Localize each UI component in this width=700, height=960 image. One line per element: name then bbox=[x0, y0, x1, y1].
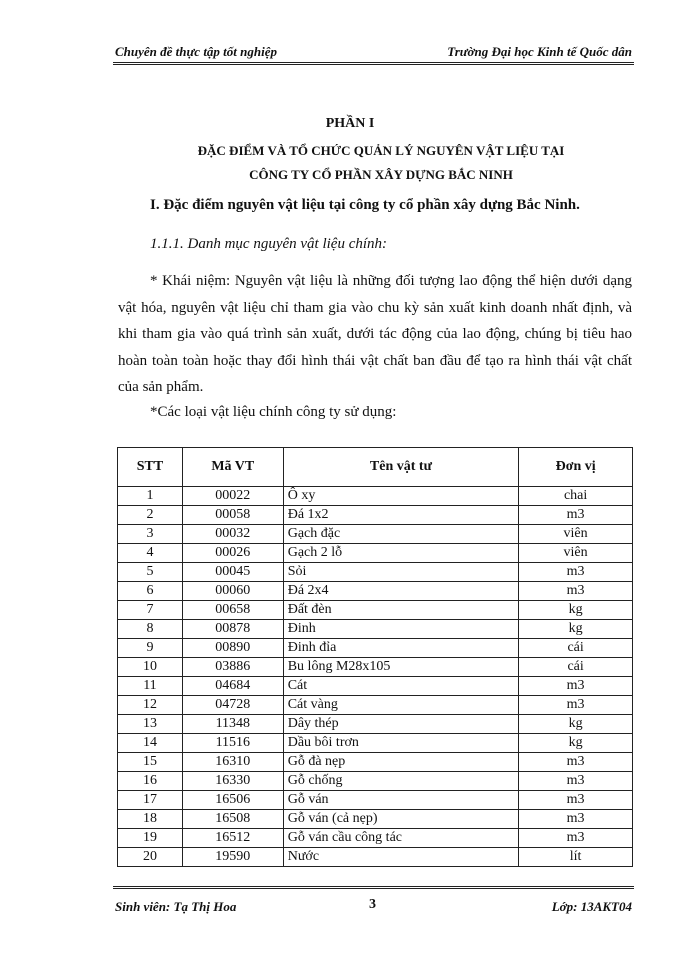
cell-ma-vt: 00022 bbox=[182, 487, 283, 506]
cell-ten-vat-tu: Đinh đỉa bbox=[283, 639, 519, 658]
cell-don-vi: m3 bbox=[519, 677, 633, 696]
cell-stt: 10 bbox=[118, 658, 183, 677]
table-row bbox=[118, 848, 633, 867]
cell-don-vi: kg bbox=[519, 620, 633, 639]
cell-stt: 11 bbox=[118, 677, 183, 696]
table-row bbox=[118, 601, 633, 620]
part-title: PHẦN I bbox=[325, 116, 375, 131]
table-row bbox=[118, 582, 633, 601]
table-row bbox=[118, 506, 633, 525]
cell-ten-vat-tu: Gỗ chống bbox=[283, 772, 519, 791]
cell-stt: 2 bbox=[118, 506, 183, 525]
table-row bbox=[118, 639, 633, 658]
cell-ma-vt: 03886 bbox=[182, 658, 283, 677]
types-heading: *Các loại vật liệu chính công ty sử dụng: bbox=[150, 404, 397, 420]
cell-ten-vat-tu: Cát vàng bbox=[283, 696, 519, 715]
footer-class: Lớp: 13AKT04 bbox=[551, 899, 632, 914]
cell-don-vi: m3 bbox=[519, 582, 633, 601]
table-row bbox=[118, 563, 633, 582]
cell-ma-vt: 00890 bbox=[182, 639, 283, 658]
cell-ten-vat-tu: Cát bbox=[283, 677, 519, 696]
header-ma-vt: Mã VT bbox=[182, 448, 283, 487]
concept-paragraph: * Khái niệm: Nguyên vật liệu là những đối tượng lao động thể hiện dưới dạng vật hóa, nguyên vật liệu chỉ tham gia vào chu kỳ sản xuất kinh doanh nhất định, và khi tham gia vào quá trình sản xuất, dưới tác động của lao động, chúng bị tiêu hao hoàn toàn toàn hoặc thay đổi hình thái vật chất ban đầu để tạo ra hình thái vật chất của sản phẩm. bbox=[118, 273, 632, 395]
cell-ten-vat-tu: Dầu bôi trơn bbox=[283, 734, 519, 753]
cell-ma-vt: 19590 bbox=[182, 848, 283, 867]
header-stt: STT bbox=[118, 448, 183, 487]
header-right-title: Trường Đại học Kinh tế Quốc dân bbox=[447, 44, 632, 59]
table-header-row bbox=[118, 448, 633, 487]
cell-don-vi: chai bbox=[519, 487, 633, 506]
cell-stt: 7 bbox=[118, 601, 183, 620]
table-body bbox=[118, 487, 633, 867]
cell-ma-vt: 00878 bbox=[182, 620, 283, 639]
cell-ten-vat-tu: Gỗ ván cầu công tác bbox=[283, 829, 519, 848]
cell-ma-vt: 16508 bbox=[182, 810, 283, 829]
cell-ten-vat-tu: Gạch 2 lỗ bbox=[283, 544, 519, 563]
table-row bbox=[118, 658, 633, 677]
cell-stt: 13 bbox=[118, 715, 183, 734]
cell-ma-vt: 16330 bbox=[182, 772, 283, 791]
table-row bbox=[118, 734, 633, 753]
cell-don-vi: viên bbox=[519, 544, 633, 563]
table-row bbox=[118, 487, 633, 506]
table-row bbox=[118, 829, 633, 848]
cell-don-vi: cái bbox=[519, 639, 633, 658]
cell-don-vi: m3 bbox=[519, 829, 633, 848]
cell-ma-vt: 00058 bbox=[182, 506, 283, 525]
cell-ten-vat-tu: Nước bbox=[283, 848, 519, 867]
cell-stt: 3 bbox=[118, 525, 183, 544]
cell-don-vi: m3 bbox=[519, 772, 633, 791]
cell-stt: 20 bbox=[118, 848, 183, 867]
cell-ma-vt: 16506 bbox=[182, 791, 283, 810]
cell-don-vi: kg bbox=[519, 734, 633, 753]
header-left-title: Chuyên đề thực tập tốt nghiệp bbox=[115, 44, 277, 59]
cell-ten-vat-tu: Gỗ ván (cả nẹp) bbox=[283, 810, 519, 829]
header-don-vi: Đơn vị bbox=[519, 448, 633, 487]
cell-stt: 17 bbox=[118, 791, 183, 810]
cell-stt: 19 bbox=[118, 829, 183, 848]
header-ten-vat-tu: Tên vật tư bbox=[283, 448, 519, 487]
cell-ma-vt: 00026 bbox=[182, 544, 283, 563]
cell-stt: 9 bbox=[118, 639, 183, 658]
cell-stt: 5 bbox=[118, 563, 183, 582]
chapter-title-line1: ĐẶC ĐIỂM VÀ TỔ CHỨC QUẢN LÝ NGUYÊN VẬT LIỆU TẠI bbox=[197, 143, 565, 158]
cell-don-vi: m3 bbox=[519, 563, 633, 582]
cell-stt: 15 bbox=[118, 753, 183, 772]
cell-ma-vt: 00658 bbox=[182, 601, 283, 620]
cell-stt: 8 bbox=[118, 620, 183, 639]
table-row bbox=[118, 620, 633, 639]
cell-ma-vt: 11516 bbox=[182, 734, 283, 753]
table-row bbox=[118, 525, 633, 544]
cell-stt: 18 bbox=[118, 810, 183, 829]
cell-don-vi: kg bbox=[519, 715, 633, 734]
cell-don-vi: viên bbox=[519, 525, 633, 544]
section-title: I. Đặc điểm nguyên vật liệu tại công ty cổ phần xây dựng Bắc Ninh. bbox=[150, 197, 580, 213]
cell-ten-vat-tu: Đá 1x2 bbox=[283, 506, 519, 525]
chapter-title-line2: CÔNG TY CỔ PHẦN XÂY DỰNG BẮC NINH bbox=[249, 167, 513, 182]
cell-ten-vat-tu: Đá 2x4 bbox=[283, 582, 519, 601]
footer-student: Sinh viên: Tạ Thị Hoa bbox=[115, 899, 237, 914]
cell-stt: 14 bbox=[118, 734, 183, 753]
table-row bbox=[118, 696, 633, 715]
cell-ten-vat-tu: Gạch đặc bbox=[283, 525, 519, 544]
footer-page-number: 3 bbox=[369, 897, 376, 912]
page-footer bbox=[113, 886, 634, 919]
table-row bbox=[118, 677, 633, 696]
table-row bbox=[118, 544, 633, 563]
cell-stt: 4 bbox=[118, 544, 183, 563]
cell-ma-vt: 04684 bbox=[182, 677, 283, 696]
cell-ten-vat-tu: Ô xy bbox=[283, 487, 519, 506]
cell-stt: 12 bbox=[118, 696, 183, 715]
cell-ten-vat-tu: Đất đèn bbox=[283, 601, 519, 620]
cell-ten-vat-tu: Bu lông M28x105 bbox=[283, 658, 519, 677]
cell-ten-vat-tu: Gỗ đà nẹp bbox=[283, 753, 519, 772]
cell-don-vi: m3 bbox=[519, 506, 633, 525]
table-row bbox=[118, 753, 633, 772]
cell-don-vi: m3 bbox=[519, 696, 633, 715]
table-row bbox=[118, 791, 633, 810]
cell-ma-vt: 16512 bbox=[182, 829, 283, 848]
cell-don-vi: kg bbox=[519, 601, 633, 620]
cell-ten-vat-tu: Đinh bbox=[283, 620, 519, 639]
page-header bbox=[113, 38, 634, 65]
cell-don-vi: lít bbox=[519, 848, 633, 867]
table-row bbox=[118, 810, 633, 829]
cell-ma-vt: 04728 bbox=[182, 696, 283, 715]
cell-don-vi: m3 bbox=[519, 810, 633, 829]
cell-stt: 6 bbox=[118, 582, 183, 601]
cell-don-vi: cái bbox=[519, 658, 633, 677]
cell-ten-vat-tu: Dây thép bbox=[283, 715, 519, 734]
cell-ma-vt: 00032 bbox=[182, 525, 283, 544]
cell-ten-vat-tu: Sỏi bbox=[283, 563, 519, 582]
cell-ma-vt: 16310 bbox=[182, 753, 283, 772]
subsection-title: 1.1.1. Danh mục nguyên vật liệu chính: bbox=[150, 236, 388, 252]
cell-ma-vt: 00045 bbox=[182, 563, 283, 582]
cell-ten-vat-tu: Gỗ ván bbox=[283, 791, 519, 810]
table-row bbox=[118, 715, 633, 734]
cell-ma-vt: 00060 bbox=[182, 582, 283, 601]
cell-stt: 16 bbox=[118, 772, 183, 791]
table-row bbox=[118, 772, 633, 791]
cell-don-vi: m3 bbox=[519, 791, 633, 810]
cell-ma-vt: 11348 bbox=[182, 715, 283, 734]
cell-don-vi: m3 bbox=[519, 753, 633, 772]
cell-stt: 1 bbox=[118, 487, 183, 506]
materials-table bbox=[117, 447, 633, 867]
